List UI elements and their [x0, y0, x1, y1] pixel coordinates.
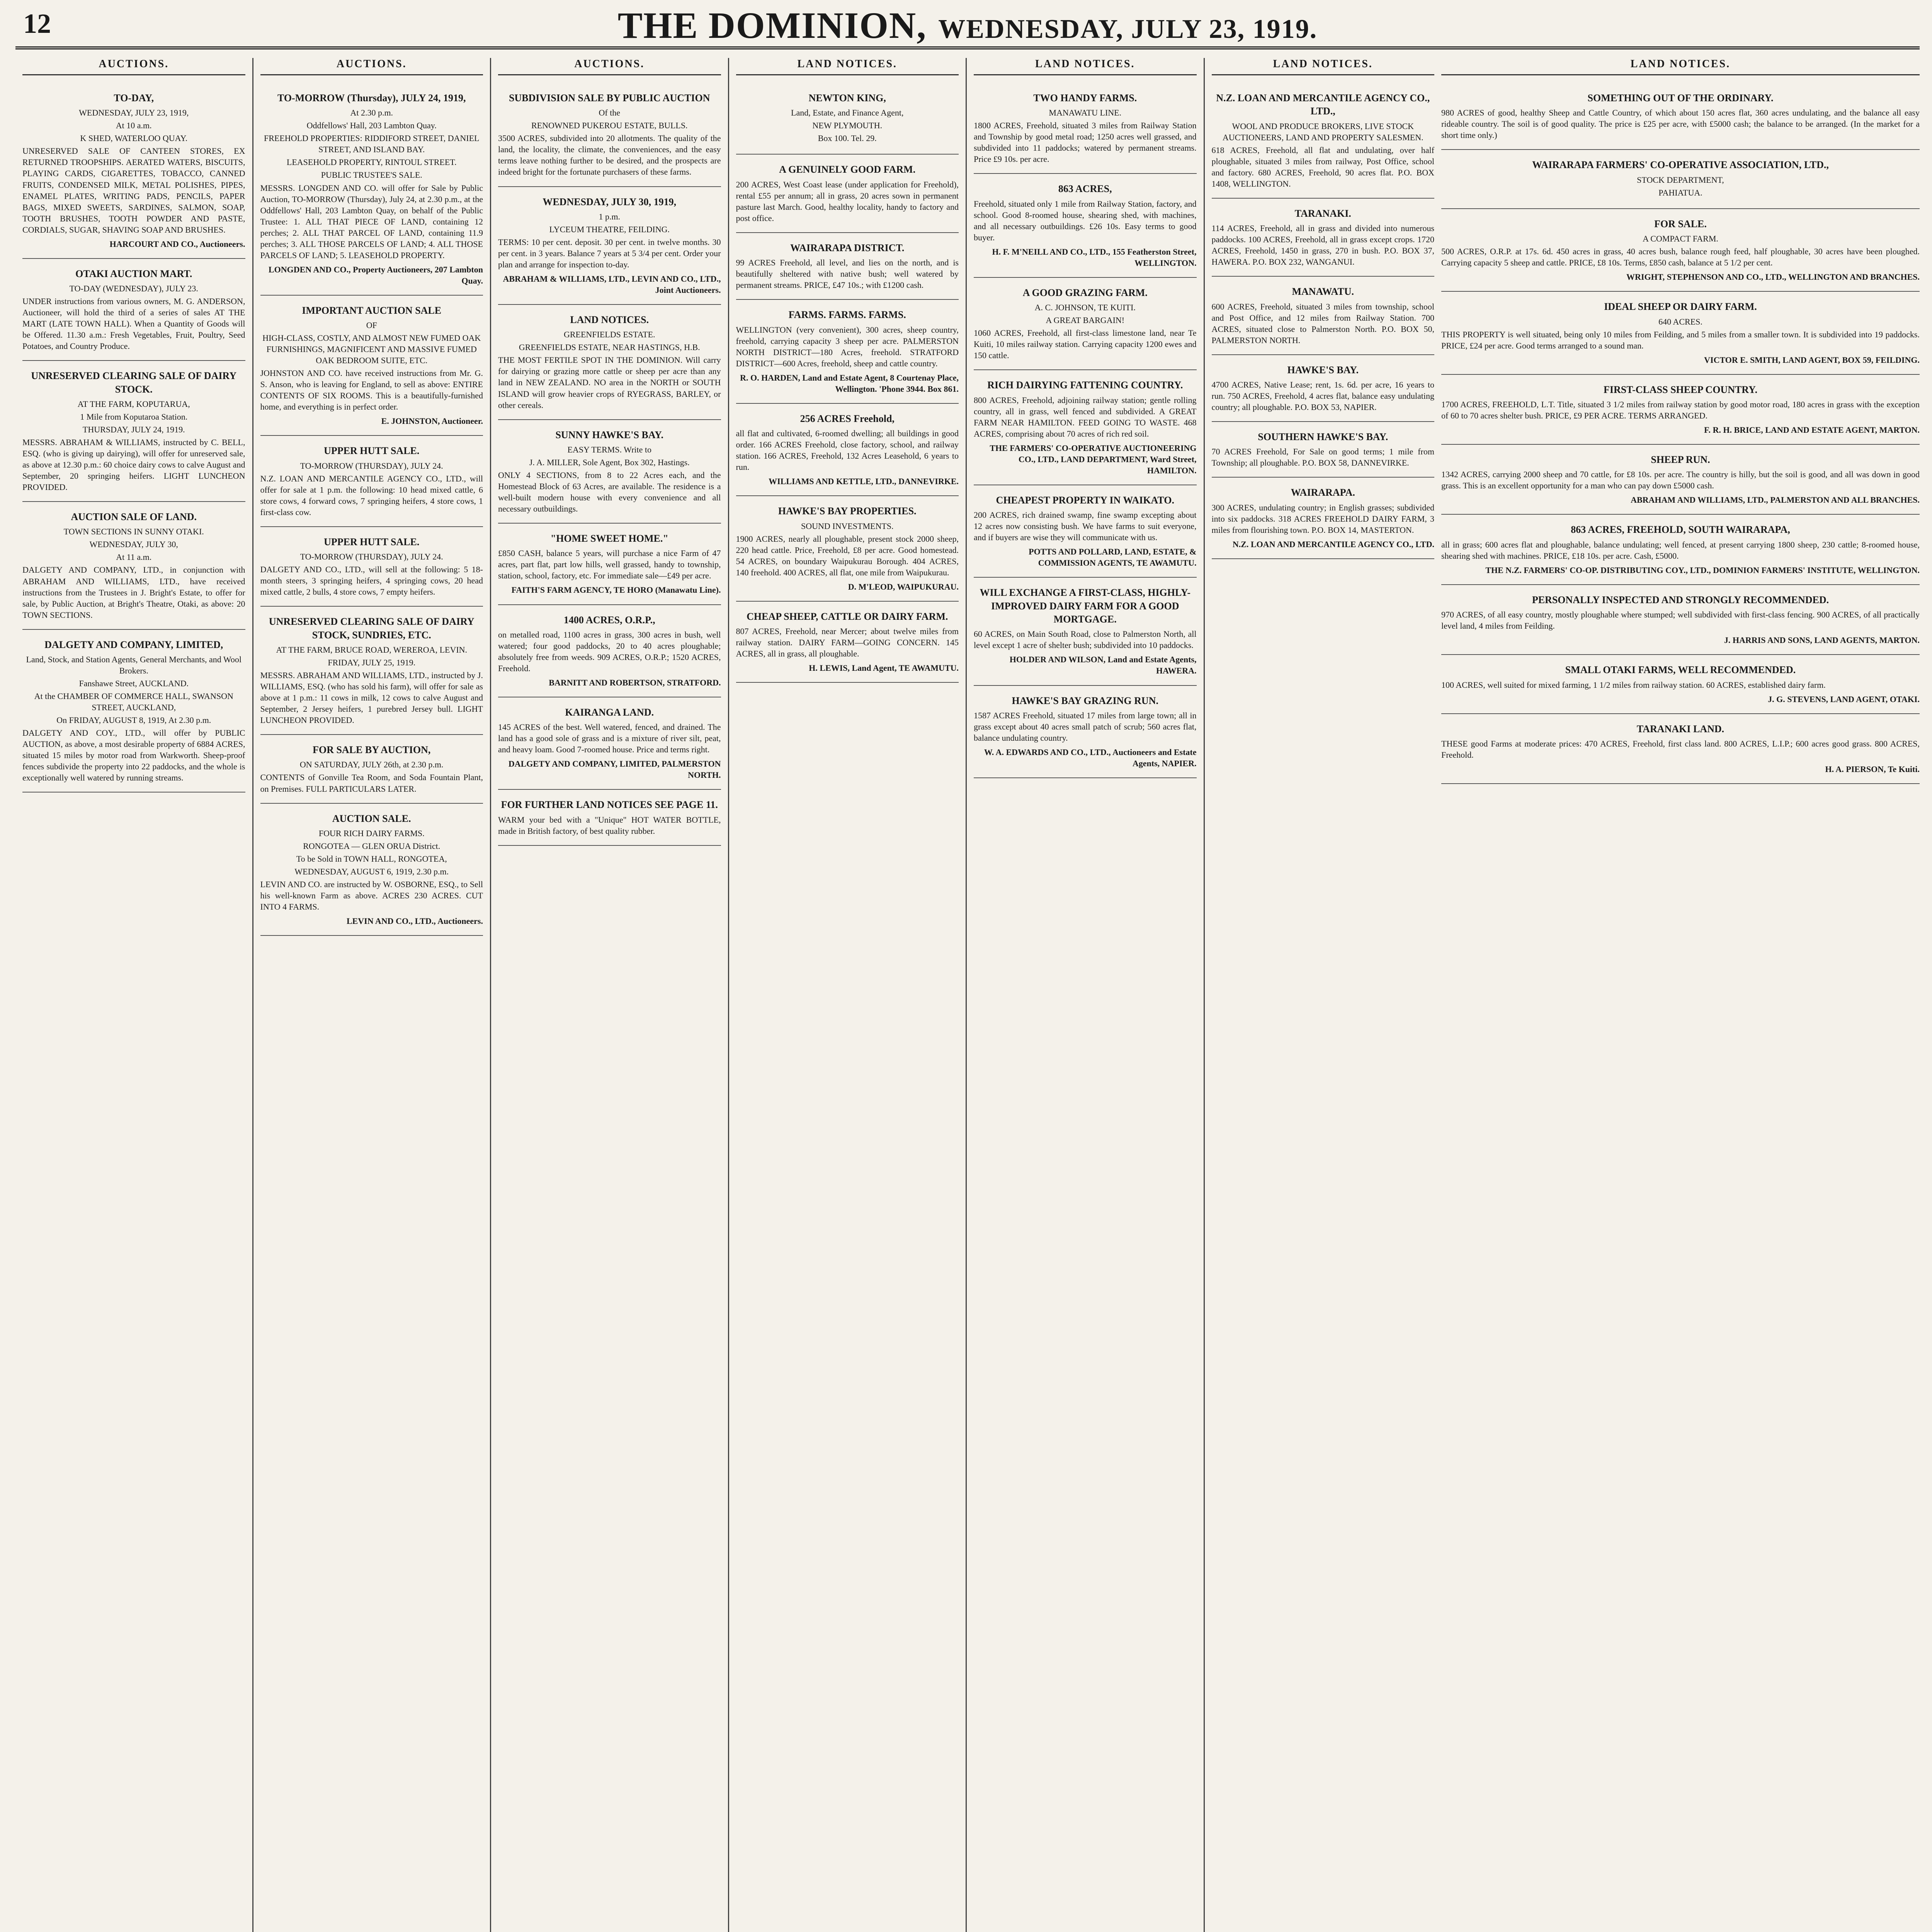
- ad-line: EASY TERMS. Write to: [567, 444, 651, 454]
- ad-line: Of the: [599, 108, 621, 118]
- ad-body: on metalled road, 1100 acres in grass, 300 acres in bush, well watered; four good paddocks, 20 to 40 acres ploughable; absolutely free from weeds. 909 ACRES, O.R.P.; 1520 ACRES, Freehold.: [498, 629, 721, 673]
- ad-line: PAHIATUA.: [1658, 187, 1702, 197]
- ad-body: JOHNSTON AND CO. have received instructions from Mr. G. S. Anson, who is leaving for England, to sell as above: ENTIRE CONTENTS OF SIX ROOMS. This is a beautifully-furnished home, and everything is in perfect order.: [260, 368, 483, 412]
- ad-title: FOR SALE.: [1654, 218, 1707, 230]
- ad-body: 99 ACRES Freehold, all level, and lies on the north, and is beautifully sheltered with native bush; well watered by permanent streams. PRICE, £47 10s.; with £1200 cash.: [736, 258, 959, 290]
- ad-title: UPPER HUTT SALE.: [324, 536, 420, 548]
- ad-body: DALGETY AND COMPANY, LTD., in conjunction with ABRAHAM AND WILLIAMS, LTD., have received instructions from the Trustees in J. Bright's Estate, to offer for sale, by Public Auction, at Bright's Theatre, Otaki, as above: 20 TOWN SECTIONS.: [22, 565, 245, 620]
- column-heading: LAND NOTICES.: [1441, 58, 1920, 75]
- ad-line: AT THE FARM, BRUCE ROAD, WEREROA, LEVIN.: [276, 645, 468, 655]
- ad-body: 980 ACRES of good, healthy Sheep and Cattle Country, of which about 150 acres flat, 360 acres undulating, and the balance all easy rideable country. The soil is of good quality. The price is £25 per acre, with £5000 cash; the balance to be arranged. (In the market for a short time only.): [1441, 108, 1920, 140]
- advertisement: [736, 233, 959, 300]
- ad-body: THESE good Farms at moderate prices: 470 ACRES, Freehold, first class land. 800 ACRES, L.I.P.; 600 acres good grass. 800 ACRES, Freehold.: [1441, 738, 1920, 760]
- advertisement: [974, 686, 1197, 778]
- ad-line: GREENFIELDS ESTATE.: [563, 330, 655, 340]
- advertisement: [260, 735, 483, 803]
- ad-line: LYCEUM THEATRE, FEILDING.: [549, 224, 670, 234]
- ad-body: 200 ACRES, rich drained swamp, fine swamp excepting about 12 acres now consisting bush. We have farms to suit everyone, and if buyers are wise they will communicate with us.: [974, 510, 1197, 543]
- advertisement: [260, 804, 483, 936]
- ad-signature: LONGDEN AND CO., Property Auctioneers, 207 Lambton Quay.: [268, 264, 483, 286]
- ad-line: K SHED, WATERLOO QUAY.: [80, 133, 188, 143]
- ad-signature: J. G. STEVENS, LAND AGENT, OTAKI.: [1768, 694, 1920, 704]
- ad-title: SUBDIVISION SALE BY PUBLIC AUCTION: [509, 92, 710, 104]
- ad-body: 600 ACRES, Freehold, situated 3 miles from township, school and Post Office, and 12 miles from Railway Station. 700 ACRES, situated close to Palmerston North. P.O. BOX 50, PALMERSTON NORTH.: [1211, 301, 1434, 345]
- ad-signature: J. HARRIS AND SONS, LAND AGENTS, MARTON.: [1724, 635, 1920, 645]
- ad-line: TO-DAY (WEDNESDAY), JULY 23.: [69, 284, 198, 293]
- column: [491, 58, 729, 1932]
- ad-line: At 2.30 p.m.: [350, 108, 393, 118]
- ad-body: 970 ACRES, of all easy country, mostly ploughable where stumped; well subdivided with first-class fencing. 900 ACRES, of all practically level land, 4 miles from Feilding.: [1441, 610, 1920, 631]
- ad-body: WELLINGTON (very convenient), 300 acres, sheep country, freehold, carrying capacity 3 sheep per acre. PALMERSTON NORTH DISTRICT—180 Acres, freehold. STRATFORD DISTRICT—600 Acres, freehold, sheep and cattle country.: [736, 325, 959, 368]
- ad-signature: HARCOURT AND CO., Auctioneers.: [109, 239, 245, 249]
- ad-body: 100 ACRES, well suited for mixed farming, 1 1/2 miles from railway station. 60 ACRES, established dairy farm.: [1441, 680, 1826, 690]
- ad-line: 1 Mile from Koputaroa Station.: [80, 412, 188, 422]
- column: [253, 58, 492, 1932]
- advertisement: [498, 790, 721, 845]
- ad-title: WAIRARAPA.: [1291, 487, 1355, 498]
- ad-body: MESSRS. ABRAHAM AND WILLIAMS, LTD., instructed by J. WILLIAMS, ESQ. (who has sold his farm), will offer for sale as above at 1 p.m.: 11 cows in milk, 12 cows to calve August and September, 2 Jersey heifers, 1 purebred Jersey bull. LIGHT LUNCHEON PROVIDED.: [260, 670, 483, 725]
- column: [15, 58, 253, 1932]
- column: [729, 58, 967, 1932]
- advertisement: [974, 485, 1197, 578]
- ad-body: 60 ACRES, on Main South Road, close to Palmerston North, all level except 1 acre of shelter bush; subdivided into 10 paddocks.: [974, 629, 1197, 650]
- ad-title: CHEAPEST PROPERTY IN WAIKATO.: [996, 494, 1174, 506]
- ad-title: FARMS. FARMS. FARMS.: [788, 309, 906, 321]
- ad-body: THE MOST FERTILE SPOT IN THE DOMINION. Will carry for dairying or grazing more cattle or sheep per acre than any land in NEW ZEALAND. NO area in the NORTH or SOUTH ISLAND will grow heavier crops of RYEGRASS, BARLEY, or other cereals.: [498, 355, 721, 410]
- column-heading: LAND NOTICES.: [974, 58, 1197, 75]
- ad-body: WARM your bed with a "Unique" HOT WATER BOTTLE, made in British factory, of best quality rubber.: [498, 815, 721, 836]
- advertisement: [1212, 199, 1435, 277]
- ad-body: 500 ACRES, O.R.P. at 17s. 6d. 450 acres in grass, 40 acres bush, balance rough feed, half ploughable, 30 acres have been ploughed. Carrying capacity 5 sheep and cattle. PRICE, £8 10s. Terms, £850 cash, balance at 5 1/2 per cent.: [1441, 247, 1920, 268]
- advertisement: [736, 496, 959, 602]
- advertisement: [498, 187, 721, 305]
- ad-title: UNRESERVED CLEARING SALE OF DAIRY STOCK, SUNDRIES, ETC.: [269, 616, 474, 641]
- ad-line: TOWN SECTIONS IN SUNNY OTAKI.: [63, 527, 204, 537]
- ad-body: 807 ACRES, Freehold, near Mercer; about twelve miles from railway station. DAIRY FARM—GOING CONCERN. 145 ACRES, all in grass, all ploughable.: [736, 626, 959, 659]
- ad-title: FIRST-CLASS SHEEP COUNTRY.: [1603, 384, 1758, 395]
- ad-title: CHEAP SHEEP, CATTLE OR DAIRY FARM.: [747, 611, 948, 622]
- advertisement: [974, 278, 1197, 370]
- ad-title: IMPORTANT AUCTION SALE: [302, 304, 442, 316]
- ad-body: 1900 ACRES, nearly all ploughable, present stock 2000 sheep, 220 head cattle. Price, Freehold, £8 per acre. Good homestead. 54 ACRES, on boundary Waipukurau Borough. 404 ACRES, 140 freehold. 400 ACRES, all flat, one mile from Waipukurau.: [736, 534, 959, 577]
- ad-line: GREENFIELDS ESTATE, NEAR HASTINGS, H.B.: [519, 342, 700, 352]
- ad-body: £850 CASH, balance 5 years, will purchase a nice Farm of 47 acres, part flat, part low hills, well grassed, handy to township, station, school, factory, etc. For immediate sale—£49 per acre.: [498, 548, 721, 581]
- page-number: 12: [23, 8, 51, 39]
- ad-body: 114 ACRES, Freehold, all in grass and divided into numerous paddocks. 100 ACRES, Freehold, all in grass except crops. 1720 ACRES, Freehold, 1450 in grass, 270 in bush. P.O. BOX 37, HAWERA. P.O. BOX 232, WANGANUI.: [1211, 223, 1434, 267]
- ad-line: RENOWNED PUKEROU ESTATE, BULLS.: [531, 121, 688, 131]
- ad-title: 863 ACRES,: [1058, 183, 1112, 195]
- ad-body: Freehold, situated only 1 mile from Railway Station, factory, and school. Good 8-roomed house, shearing shed, with machines, and all necessary outbuildings. £26 10s. Easy terms to good buyer.: [974, 199, 1197, 242]
- advertisement: [498, 524, 721, 605]
- ad-line: Fanshawe Street, AUCKLAND.: [79, 679, 189, 688]
- ad-signature: R. O. HARDEN, Land and Estate Agent, 8 Courtenay Place, Wellington. 'Phone 3944. Box 861.: [740, 372, 959, 394]
- ad-line: A. C. JOHNSON, TE KUITI.: [1034, 303, 1136, 313]
- ad-signature: POTTS AND POLLARD, LAND, ESTATE, & COMMISSION AGENTS, TE AWAMUTU.: [1029, 547, 1197, 568]
- masthead: [15, 0, 1920, 49]
- advertisement: [498, 697, 721, 790]
- ad-title: SUNNY HAWKE'S BAY.: [555, 429, 664, 440]
- advertisement: [1212, 83, 1435, 199]
- advertisement: [260, 296, 483, 436]
- ad-title: IDEAL SHEEP OR DAIRY FARM.: [1604, 301, 1757, 313]
- ad-title: LAND NOTICES.: [570, 314, 649, 326]
- advertisement: [1441, 714, 1920, 784]
- ad-body: LEVIN AND CO. are instructed by W. OSBORNE, ESQ., to Sell his well-known Farm as above. ACRES 230 ACRES. CUT INTO 4 FARMS.: [260, 879, 483, 912]
- ad-signature: WILLIAMS AND KETTLE, LTD., DANNEVIRKE.: [769, 476, 959, 486]
- ad-signature: VICTOR E. SMITH, LAND AGENT, BOX 59, FEILDING.: [1704, 355, 1920, 365]
- advertisement: [1441, 445, 1920, 515]
- ad-line: Land, Estate, and Finance Agent,: [791, 108, 904, 118]
- ad-line: LEASEHOLD PROPERTY, RINTOUL STREET.: [286, 157, 457, 167]
- ad-line: At 10 a.m.: [116, 121, 152, 131]
- ad-title: SHEEP RUN.: [1651, 454, 1710, 466]
- ad-title: MANAWATU.: [1292, 286, 1354, 298]
- ad-title: OTAKI AUCTION MART.: [75, 268, 192, 279]
- ad-line: J. A. MILLER, Sole Agent, Box 302, Hastings.: [529, 457, 690, 467]
- ad-body: 800 ACRES, Freehold, adjoining railway station; gentle rolling country, all in grass, well fenced and subdivided. A GREAT FARM NEAR HAMILTON. FEED GOING TO WASTE. 468 ACRES, comprising about 70 acres of rich red soil.: [974, 395, 1197, 439]
- ad-line: 1 p.m.: [599, 211, 621, 221]
- ad-title: WILL EXCHANGE A FIRST-CLASS, HIGHLY-IMPROVED DAIRY FARM FOR A GOOD MORTGAGE.: [980, 587, 1190, 625]
- ad-line: TO-MORROW (THURSDAY), JULY 24.: [300, 461, 443, 471]
- ad-signature: W. A. EDWARDS AND CO., LTD., Auctioneers and Estate Agents, NAPIER.: [984, 747, 1197, 768]
- advertisement: [22, 630, 245, 793]
- column-heading: LAND NOTICES.: [1212, 58, 1435, 75]
- advertisement: [974, 370, 1197, 485]
- ad-title: TO-DAY,: [114, 92, 154, 104]
- ad-title: UNRESERVED CLEARING SALE OF DAIRY STOCK.: [31, 370, 237, 395]
- ad-line: 640 ACRES.: [1658, 316, 1702, 327]
- advertisement: [736, 404, 959, 496]
- wide-column: [1441, 58, 1920, 784]
- ad-signature: THE N.Z. FARMERS' CO-OP. DISTRIBUTING COY., LTD., DOMINION FARMERS' INSTITUTE, WELLINGTON.: [1485, 565, 1920, 575]
- advertisement: [22, 361, 245, 502]
- ad-signature: THE FARMERS' CO-OPERATIVE AUCTIONEERING CO., LTD., LAND DEPARTMENT, Ward Street, HAMILTON.: [990, 443, 1197, 475]
- ad-title: TARANAKI.: [1294, 207, 1351, 219]
- advertisement: [1441, 375, 1920, 445]
- ad-line: TO-MORROW (THURSDAY), JULY 24.: [300, 552, 443, 562]
- advertisement: [498, 420, 721, 524]
- advertisement: [974, 83, 1197, 174]
- ad-line: OF: [366, 320, 377, 330]
- ad-signature: WRIGHT, STEPHENSON AND CO., LTD., WELLINGTON AND BRANCHES.: [1626, 272, 1920, 282]
- ad-line: On FRIDAY, AUGUST 8, 1919, At 2.30 p.m.: [56, 715, 211, 725]
- ad-body: TERMS: 10 per cent. deposit. 30 per cent. in twelve months. 30 per cent. in 3 years. Balance 7 years at 5 3/4 per cent. Order your plan and arrange for inspection to-day.: [498, 237, 721, 269]
- advertisement: [22, 502, 245, 630]
- ad-title: 1400 ACRES, O.R.P.,: [563, 614, 655, 626]
- ad-title: WAIRARAPA FARMERS' CO-OPERATIVE ASSOCIATION, LTD.,: [1532, 159, 1829, 171]
- ad-line: At the CHAMBER OF COMMERCE HALL, SWANSON STREET, AUCKLAND,: [34, 691, 233, 713]
- ad-line: Land, Stock, and Station Agents, General Merchants, and Wool Brokers.: [26, 654, 242, 675]
- ad-signature: F. R. H. BRICE, LAND AND ESTATE AGENT, MARTON.: [1704, 425, 1920, 435]
- advertisement: [1441, 292, 1920, 374]
- ad-title: HAWKE'S BAY PROPERTIES.: [778, 505, 917, 517]
- ad-body: N.Z. LOAN AND MERCANTILE AGENCY CO., LTD., will offer for sale at 1 p.m. the following: 10 head mixed cattle, 6 store cows, 4 forward cows, 7 springing heifers, 4 store cows, 1 first-class cow.: [260, 473, 483, 517]
- advertisement: [1441, 209, 1920, 292]
- ad-body: 1587 ACRES Freehold, situated 17 miles from large town; all in grass except about 40 acres small patch of scrub; 560 acres flat, balance undulating country.: [974, 710, 1197, 743]
- ad-signature: DALGETY AND COMPANY, LIMITED, PALMERSTON NORTH.: [508, 759, 721, 780]
- ad-title: TWO HANDY FARMS.: [1033, 92, 1137, 104]
- ad-title: "HOME SWEET HOME.": [550, 533, 668, 544]
- ad-line: AT THE FARM, KOPUTARUA,: [77, 399, 190, 409]
- advertisement: [736, 83, 959, 155]
- masthead-title: [15, 4, 1920, 47]
- ad-signature: H. LEWIS, Land Agent, TE AWAMUTU.: [809, 663, 959, 673]
- columns: [15, 58, 1441, 1932]
- ad-body: 618 ACRES, Freehold, all flat and undulating, over half ploughable, situated 3 miles from railway, Post Office, school and factory. 680 ACRES, Freehold, 90 acres flat. P.O. BOX 1408, WELLINGTON.: [1211, 145, 1434, 189]
- advertisement: [1212, 277, 1435, 355]
- ad-title: PERSONALLY INSPECTED AND STRONGLY RECOMMENDED.: [1532, 594, 1829, 605]
- ad-line: MANAWATU LINE.: [1049, 108, 1122, 118]
- ad-line: ON SATURDAY, JULY 26th, at 2.30 p.m.: [299, 760, 444, 770]
- advertisement: [1441, 515, 1920, 585]
- ad-title: HAWKE'S BAY.: [1287, 364, 1359, 376]
- ad-body: DALGETY AND CO., LTD., will sell at the following: 5 18-month steers, 3 springing heifers, 4 springing cows, 20 head mixed cattle, 2 bulls, 4 store cows, 7 empty heifers.: [260, 565, 483, 597]
- ad-title: A GENUINELY GOOD FARM.: [779, 164, 916, 175]
- ad-title: SOMETHING OUT OF THE ORDINARY.: [1587, 92, 1774, 104]
- ad-title: HAWKE'S BAY GRAZING RUN.: [1012, 695, 1158, 706]
- advertisement: [974, 578, 1197, 685]
- ad-title: SOUTHERN HAWKE'S BAY.: [1258, 431, 1388, 443]
- ad-title: N.Z. LOAN AND MERCANTILE AGENCY CO., LTD.,: [1216, 92, 1430, 117]
- ad-body: 4700 ACRES, Native Lease; rent, 1s. 6d. per acre, 16 years to run. 750 ACRES, Freehold, 4 acres flat, balance easy undulating country; all ploughable. P.O. BOX 53, NAPIER.: [1211, 380, 1434, 412]
- ad-line: HIGH-CLASS, COSTLY, AND ALMOST NEW FUMED OAK FURNISHINGS, MAGNIFICENT AND MASSIVE FUMED OAK BEDROOM SUITE, ETC.: [262, 333, 481, 366]
- ad-signature: D. M'LEOD, WAIPUKURAU.: [848, 582, 959, 592]
- ad-signature: H. A. PIERSON, Te Kuiti.: [1825, 764, 1920, 774]
- ad-title: WEDNESDAY, JULY 30, 1919,: [543, 196, 677, 207]
- ad-body: 1342 ACRES, carrying 2000 sheep and 70 cattle, for £8 10s. per acre. The country is hilly, but the soil is good, and all was down in good grass. This is an excellent opportunity for a man who can pay down £5000 cash.: [1441, 469, 1920, 491]
- ad-line: PUBLIC TRUSTEE'S SALE.: [321, 170, 422, 180]
- ad-signature: ABRAHAM AND WILLIAMS, LTD., PALMERSTON AND ALL BRANCHES.: [1631, 495, 1920, 505]
- ad-title: AUCTION SALE OF LAND.: [71, 511, 197, 523]
- ad-body: UNRESERVED SALE OF CANTEEN STORES, EX RETURNED TROOPSHIPS. AERATED WATERS, BISCUITS, PLAYING CARDS, CIGARETTES, TOBACCO, CANNED FRUITS, CONDENSED MILK, METAL POLISHES, PIPES, ENAMEL PLATES, WRITING PADS, PENCILS, PAPER BAGS, MIXED SWEETS, SARDINES, SALMON, SOAP, TOOTH BRUSHES, TOOTH POWDER AND PASTE, CORDIALS, SUGAR, SHAVING SOAP AND BRUSHES.: [22, 146, 245, 235]
- ad-line: WEDNESDAY, JULY 30,: [89, 539, 178, 549]
- ad-signature: FAITH'S FARM AGENCY, TE HORO (Manawatu Line).: [511, 585, 721, 595]
- ad-title: TARANAKI LAND.: [1636, 723, 1725, 735]
- column-heading: AUCTIONS.: [498, 58, 721, 75]
- ad-line: A GREAT BARGAIN!: [1046, 315, 1125, 325]
- ad-body: THIS PROPERTY is well situated, being only 10 miles from Feilding, and 5 miles from a smaller town. It is subdivided into 19 paddocks. PRICE, £24 per acre. Good terms arranged to a sound man.: [1441, 329, 1920, 350]
- ad-body: 70 ACRES Freehold, For Sale on good terms; 1 mile from Township; all ploughable. P.O. BOX 58, DANNEVIRKE.: [1211, 447, 1434, 468]
- ad-line: FREEHOLD PROPERTIES: RIDDIFORD STREET, DANIEL STREET, AND ISLAND BAY.: [264, 133, 480, 155]
- advertisement: [974, 174, 1197, 278]
- ad-body: UNDER instructions from various owners, M. G. ANDERSON, Auctioneer, will hold the third of a series of sales AT THE MART (LATE TOWN HALL). When a Quantity of Goods will be Offered. 11.30 a.m.: Fresh Vegetables, Fruit, Poultry, Seed Potatoes, and Country Produce.: [22, 296, 245, 351]
- ad-signature: LEVIN AND CO., LTD., Auctioneers.: [346, 916, 483, 926]
- advertisement: [736, 602, 959, 683]
- ad-line: Oddfellows' Hall, 203 Lambton Quay.: [306, 121, 437, 131]
- ad-body: MESSRS. LONGDEN AND CO. will offer for Sale by Public Auction, TO-MORROW (Thursday), July 24, at 2.30 p.m., at the Oddfellows' Hall, 203 Lambton Quay, on behalf of the Public Trustee: 1. ALL THAT PIECE OF LAND, containing 12 perches; 2. ALL THAT PARCEL OF LAND, containing 11.9 perches; 3. ALL THOSE PARCELS OF LAND; 4. ALL THOSE PARCELS OF LAND; 5. LEASEHOLD PROPERTY.: [260, 183, 483, 260]
- ad-line: NEW PLYMOUTH.: [812, 121, 883, 131]
- ad-signature: ABRAHAM & WILLIAMS, LTD., LEVIN AND CO., LTD., Joint Auctioneers.: [503, 274, 721, 295]
- ad-signature: HOLDER AND WILSON, Land and Estate Agents, HAWERA.: [1009, 655, 1197, 676]
- ad-body: all in grass; 600 acres flat and ploughable, balance undulating; well fenced, at present carrying 1800 sheep, 230 cattle; 8-roomed house, shearing shed with machines. PRICE, £18 10s. per acre. Cash, £5000.: [1441, 539, 1920, 561]
- ad-title: SMALL OTAKI FARMS, WELL RECOMMENDED.: [1565, 664, 1796, 676]
- ad-line: WEDNESDAY, AUGUST 6, 1919, 2.30 p.m.: [294, 866, 449, 876]
- ad-body: 1700 ACRES, FREEHOLD, L.T. Title, situated 3 1/2 miles from railway station by good motor road, 180 acres in grass with the exception of 60 to 70 acres shelter bush. PRICE, £9 PER ACRE. TERMS ARRANGED.: [1441, 399, 1920, 420]
- ad-body: MESSRS. ABRAHAM & WILLIAMS, instructed by C. BELL, ESQ. (who is giving up dairying), will offer for unreserved sale, as above at 12.30 p.m.: 60 choice dairy cows to calve August and September, 20 springing heifers. LIGHT LUNCHEON PROVIDED.: [22, 437, 245, 492]
- newspaper-name: THE DOMINION,: [617, 5, 927, 46]
- ad-line: SOUND INVESTMENTS.: [801, 521, 894, 531]
- advertisement: [1441, 585, 1920, 655]
- advertisement: [22, 259, 245, 361]
- ad-body: 1060 ACRES, Freehold, all first-class limestone land, near Te Kuiti, 10 miles railway station. Carrying capacity 1200 ewes and 150 cattle.: [974, 328, 1197, 361]
- ad-title: UPPER HUTT SALE.: [324, 445, 420, 457]
- ad-line: Box 100. Tel. 29.: [818, 133, 877, 143]
- ad-title: AUCTION SALE.: [332, 813, 411, 824]
- column: [967, 58, 1205, 1932]
- ad-title: 863 ACRES, FREEHOLD, SOUTH WAIRARAPA,: [1571, 524, 1790, 536]
- ad-title: KAIRANGA LAND.: [565, 706, 654, 718]
- ad-line: A COMPACT FARM.: [1643, 234, 1718, 244]
- advertisement: [260, 527, 483, 607]
- ad-body: 3500 ACRES, subdivided into 20 allotments. The quality of the land, the locality, the climate, the conveniences, and the easy terms leave nothing further to be desired, and the prospects are indeed bright for the fortunate purchasers of these farms.: [498, 133, 721, 177]
- ad-body: all flat and cultivated, 6-roomed dwelling; all buildings in good order. 166 ACRES Freehold, close factory, school, and railway station. 166 ACRES, Freehold, 132 Acres Leasehold, 6 years to run.: [736, 429, 959, 472]
- ad-body: 1800 ACRES, Freehold, situated 3 miles from Railway Station and Township by good metal road; 1250 acres well grassed, and subdivided into 11 paddocks; watered by permanent streams. Price £9 10s. per acre.: [974, 121, 1197, 164]
- advertisement: [1212, 355, 1435, 422]
- ad-title: FOR FURTHER LAND NOTICES SEE PAGE 11.: [501, 799, 718, 811]
- column-heading: AUCTIONS.: [260, 58, 483, 75]
- ad-body: 200 ACRES, West Coast lease (under application for Freehold), rental £55 per annum; all in grass, 20 acres sown in permanent pasture last March. Good, healthy locality, handy to factory and post office.: [736, 179, 959, 223]
- column: [1205, 58, 1442, 1932]
- ad-title: TO-MORROW (Thursday), JULY 24, 1919,: [277, 92, 466, 104]
- ad-title: RICH DAIRYING FATTENING COUNTRY.: [987, 379, 1183, 391]
- advertisement: [736, 155, 959, 233]
- ad-line: WOOL AND PRODUCE BROKERS, LIVE STOCK AUCTIONEERS, LAND AND PROPERTY SALESMEN.: [1222, 121, 1423, 142]
- advertisement: [498, 83, 721, 187]
- advertisement: [1441, 83, 1920, 150]
- ad-signature: BARNITT AND ROBERTSON, STRATFORD.: [549, 677, 721, 687]
- advertisement: [260, 607, 483, 735]
- ad-title: 256 ACRES Freehold,: [800, 413, 895, 424]
- ad-signature: E. JOHNSTON, Auctioneer.: [381, 416, 483, 426]
- advertisement: [260, 83, 483, 296]
- ad-signature: N.Z. LOAN AND MERCANTILE AGENCY CO., LTD.: [1232, 539, 1434, 549]
- ad-body: DALGETY AND COY., LTD., will offer by PUBLIC AUCTION, as above, a most desirable property of 6884 ACRES, situated 15 miles by motor road from Warkworth. Sheep-proof fences subdivide the property into 22 paddocks, and the whole is exceptionally well watered by running streams.: [22, 728, 245, 783]
- ad-line: THURSDAY, JULY 24, 1919.: [82, 424, 185, 434]
- ad-body: ONLY 4 SECTIONS, from 8 to 22 Acres each, and the Homestead Block of 63 Acres, are available. The residence is a well-built modern house with every convenience and all necessary outbuildings.: [498, 470, 721, 514]
- advertisement: [22, 83, 245, 259]
- advertisement: [498, 305, 721, 420]
- ad-line: RONGOTEA — GLEN ORUA District.: [303, 841, 440, 851]
- ad-line: FRIDAY, JULY 25, 1919.: [328, 657, 416, 667]
- column-heading: AUCTIONS.: [22, 58, 245, 75]
- ad-title: WAIRARAPA DISTRICT.: [790, 242, 905, 253]
- ad-signature: H. F. M'NEILL AND CO., LTD., 155 Featherston Street, WELLINGTON.: [992, 247, 1197, 268]
- ad-line: WEDNESDAY, JULY 23, 1919,: [79, 108, 189, 118]
- ad-body: 145 ACRES of the best. Well watered, fenced, and drained. The land has a good sole of grass and is a mixture of river silt, peat, and heavy loam. Good 7-roomed house. Price and terms right.: [498, 722, 721, 755]
- advertisement: [1212, 422, 1435, 478]
- ad-title: FOR SALE BY AUCTION,: [313, 744, 431, 756]
- ad-body: 300 ACRES, undulating country; in English grasses; subdivided into six paddocks. 318 ACRES FREEHOLD DAIRY FARM, 3 miles from flourishing town. P.O. BOX 14, MASTERTON.: [1211, 502, 1434, 535]
- ad-title: DALGETY AND COMPANY, LIMITED,: [44, 639, 223, 650]
- ad-body: CONTENTS of Gonville Tea Room, and Soda Fountain Plant, on Premises. FULL PARTICULARS LATER.: [260, 772, 483, 794]
- advertisement: [1441, 655, 1920, 714]
- dateline: WEDNESDAY, JULY 23, 1919.: [938, 14, 1318, 44]
- ad-line: STOCK DEPARTMENT,: [1637, 175, 1724, 185]
- advertisement: [736, 300, 959, 404]
- advertisement: [260, 436, 483, 527]
- ad-line: To be Sold in TOWN HALL, RONGOTEA,: [296, 854, 447, 864]
- advertisement: [1212, 478, 1435, 559]
- advertisement: [498, 605, 721, 697]
- ad-title: A GOOD GRAZING FARM.: [1022, 287, 1148, 298]
- advertisement: [1441, 150, 1920, 209]
- ad-line: At 11 a.m.: [116, 552, 152, 562]
- ad-title: NEWTON KING,: [808, 92, 886, 104]
- ad-line: FOUR RICH DAIRY FARMS.: [318, 828, 425, 838]
- column-heading: LAND NOTICES.: [736, 58, 959, 75]
